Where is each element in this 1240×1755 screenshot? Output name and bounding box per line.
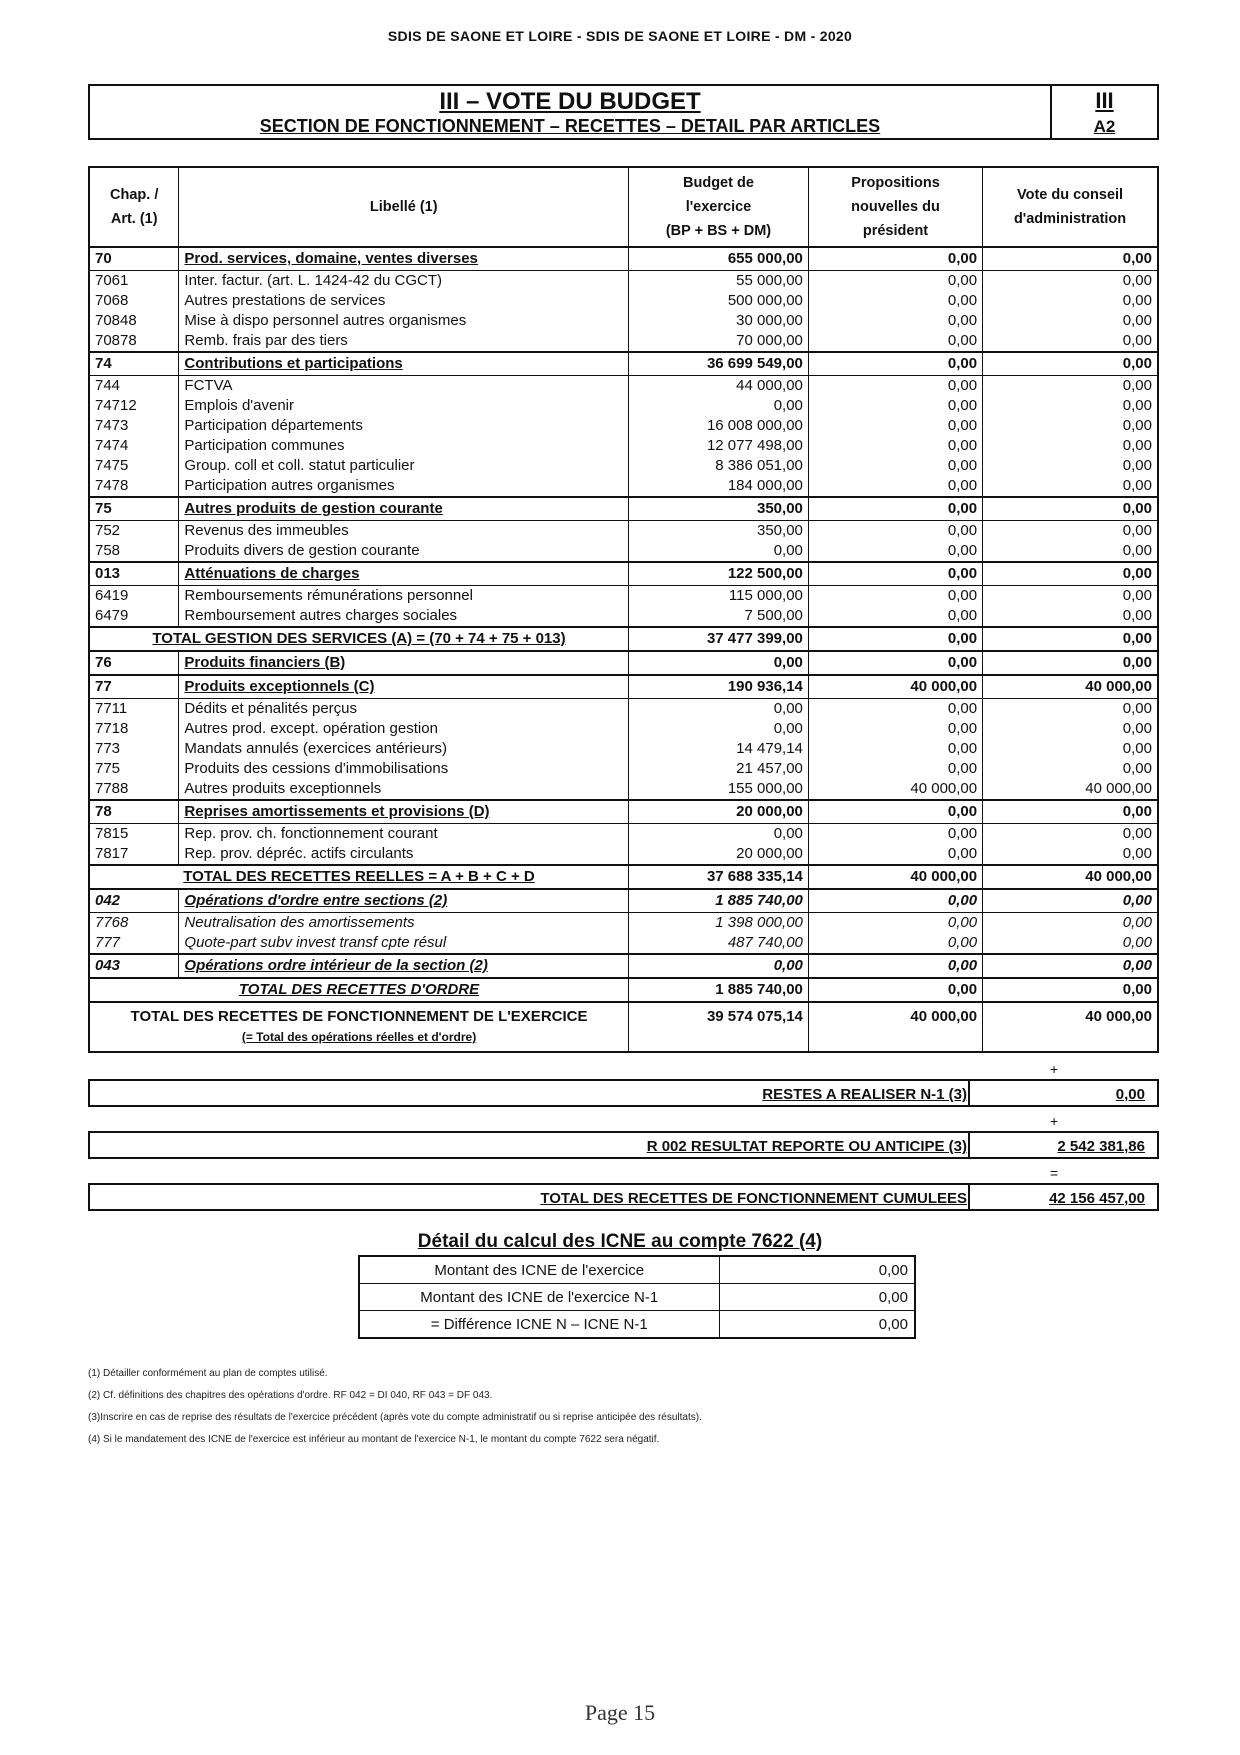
article-row	[89, 719, 1158, 739]
chapter-label: Prod. services, domaine, ventes diverses	[179, 247, 629, 271]
budget-value: 0,00	[629, 651, 809, 675]
propositions-value: 0,00	[808, 719, 982, 739]
propositions-value: 0,00	[808, 396, 982, 416]
propositions-value: 0,00	[808, 562, 982, 586]
article-code: 7788	[89, 779, 179, 800]
propositions-value: 0,00	[808, 352, 982, 376]
icne-row	[359, 1284, 915, 1311]
chapter-code: 042	[89, 889, 179, 913]
budget-value: 0,00	[629, 824, 809, 845]
article-label: Rep. prov. ch. fonctionnement courant	[179, 824, 629, 845]
article-label: Rep. prov. dépréc. actifs circulants	[179, 844, 629, 865]
propositions-value: 0,00	[808, 606, 982, 627]
budget-value: 14 479,14	[629, 739, 809, 759]
chapter-label: Opérations d'ordre entre sections (2)	[179, 889, 629, 913]
article-code: 70878	[89, 331, 179, 352]
vote-value: 40 000,00	[983, 675, 1158, 699]
chapter-label: Produits exceptionnels (C)	[179, 675, 629, 699]
article-row	[89, 541, 1158, 562]
propositions-value: 40 000,00	[808, 675, 982, 699]
icne-label: = Différence ICNE N – ICNE N-1	[359, 1311, 719, 1339]
budget-value: 12 077 498,00	[629, 436, 809, 456]
equals-sign: =	[1050, 1165, 1059, 1181]
grand-total-row	[89, 1002, 1158, 1052]
footnote-4: (4) Si le mandatement des ICNE de l'exercice est inférieur au montant de l'exercice N-1, le montant du compte 7622 sera négatif.	[88, 1434, 660, 1445]
vote-value: 0,00	[983, 376, 1158, 397]
vote-value: 0,00	[983, 606, 1158, 627]
budget-value: 1 885 740,00	[629, 978, 809, 1002]
icne-table	[358, 1255, 916, 1339]
article-code: 7061	[89, 271, 179, 292]
propositions-value: 0,00	[808, 521, 982, 542]
budget-value: 7 500,00	[629, 606, 809, 627]
budget-value: 44 000,00	[629, 376, 809, 397]
propositions-value: 0,00	[808, 954, 982, 978]
title-code	[1052, 86, 1157, 138]
article-label: FCTVA	[179, 376, 629, 397]
article-code: 7718	[89, 719, 179, 739]
propositions-value: 0,00	[808, 824, 982, 845]
budget-value: 487 740,00	[629, 933, 809, 954]
budget-value: 155 000,00	[629, 779, 809, 800]
chapter-row	[89, 497, 1158, 521]
vote-value: 0,00	[983, 497, 1158, 521]
chapter-row	[89, 889, 1158, 913]
article-code: 6419	[89, 586, 179, 607]
article-code: 7711	[89, 699, 179, 720]
vote-value: 0,00	[983, 396, 1158, 416]
icne-title: Détail du calcul des ICNE au compte 7622 (4)	[417, 1231, 823, 1252]
article-label: Autres prestations de services	[179, 291, 629, 311]
footnotes	[88, 1363, 702, 1451]
article-row	[89, 699, 1158, 720]
cumul-box	[88, 1183, 1159, 1211]
article-code: 744	[89, 376, 179, 397]
icne-label: Montant des ICNE de l'exercice N-1	[359, 1284, 719, 1311]
article-code: 7768	[89, 913, 179, 934]
article-label: Remboursement autres charges sociales	[179, 606, 629, 627]
budget-value: 350,00	[629, 497, 809, 521]
vote-value: 0,00	[983, 627, 1158, 651]
vote-value: 0,00	[983, 271, 1158, 292]
page-header: SDIS DE SAONE ET LOIRE - SDIS DE SAONE ET LOIRE - DM - 2020	[387, 28, 853, 44]
plus-sign-1: +	[1050, 1061, 1059, 1077]
budget-value: 21 457,00	[629, 759, 809, 779]
vote-value: 0,00	[983, 416, 1158, 436]
col-propositions: Propositions nouvelles du président	[808, 167, 982, 247]
total-label: TOTAL DES RECETTES D'ORDRE	[89, 978, 629, 1002]
propositions-value: 0,00	[808, 271, 982, 292]
propositions-value: 0,00	[808, 456, 982, 476]
icne-value: 0,00	[719, 1284, 915, 1311]
cumul-box-divider	[968, 1185, 970, 1209]
article-row	[89, 376, 1158, 397]
article-label: Participation autres organismes	[179, 476, 629, 497]
vote-value: 0,00	[983, 913, 1158, 934]
article-row	[89, 779, 1158, 800]
chapter-row	[89, 352, 1158, 376]
article-code: 752	[89, 521, 179, 542]
chapter-code: 74	[89, 352, 179, 376]
budget-value: 20 000,00	[629, 844, 809, 865]
propositions-value: 0,00	[808, 978, 982, 1002]
propositions-value: 0,00	[808, 586, 982, 607]
article-code: 70848	[89, 311, 179, 331]
article-label: Remb. frais par des tiers	[179, 331, 629, 352]
vote-value: 0,00	[983, 331, 1158, 352]
total-row	[89, 978, 1158, 1002]
budget-value: 1 398 000,00	[629, 913, 809, 934]
propositions-value: 0,00	[808, 376, 982, 397]
r002-box-divider	[968, 1133, 970, 1157]
icne-body	[359, 1256, 915, 1338]
vote-value: 0,00	[983, 889, 1158, 913]
article-row	[89, 844, 1158, 865]
col-budget: Budget de l'exercice (BP + BS + DM)	[629, 167, 809, 247]
article-label: Participation communes	[179, 436, 629, 456]
budget-value: 37 688 335,14	[629, 865, 809, 889]
chapter-row	[89, 800, 1158, 824]
vote-value: 0,00	[983, 541, 1158, 562]
article-row	[89, 913, 1158, 934]
table-body	[89, 247, 1158, 1002]
article-row	[89, 586, 1158, 607]
article-row	[89, 739, 1158, 759]
chapter-label: Reprises amortissements et provisions (D)	[179, 800, 629, 824]
budget-value: 0,00	[629, 719, 809, 739]
propositions-value: 0,00	[808, 436, 982, 456]
icne-row	[359, 1311, 915, 1339]
article-row	[89, 331, 1158, 352]
budget-value: 36 699 549,00	[629, 352, 809, 376]
article-row	[89, 933, 1158, 954]
grand-total-prop: 40 000,00	[808, 1002, 982, 1052]
footnote-3: (3)Inscrire en cas de reprise des résultats de l'exercice précédent (après vote du compte administratif ou si reprise anticipée des résultats).	[88, 1412, 702, 1423]
article-label: Produits des cessions d'immobilisations	[179, 759, 629, 779]
budget-value: 8 386 051,00	[629, 456, 809, 476]
article-row	[89, 824, 1158, 845]
r002-box-value: 2 542 381,86	[1057, 1138, 1145, 1155]
chapter-code: 043	[89, 954, 179, 978]
article-code: 7815	[89, 824, 179, 845]
chapter-label: Autres produits de gestion courante	[179, 497, 629, 521]
article-code: 7473	[89, 416, 179, 436]
vote-value: 0,00	[983, 456, 1158, 476]
article-row	[89, 606, 1158, 627]
article-row	[89, 291, 1158, 311]
icne-label: Montant des ICNE de l'exercice	[359, 1256, 719, 1284]
title-code-1: III	[1095, 88, 1114, 113]
article-row	[89, 396, 1158, 416]
article-code: 758	[89, 541, 179, 562]
vote-value: 0,00	[983, 521, 1158, 542]
vote-value: 0,00	[983, 311, 1158, 331]
vote-value: 0,00	[983, 436, 1158, 456]
propositions-value: 40 000,00	[808, 779, 982, 800]
budget-value: 0,00	[629, 541, 809, 562]
vote-value: 0,00	[983, 954, 1158, 978]
budget-value: 122 500,00	[629, 562, 809, 586]
chapter-code: 78	[89, 800, 179, 824]
vote-value: 0,00	[983, 291, 1158, 311]
table-header-row	[89, 167, 1158, 247]
budget-value: 500 000,00	[629, 291, 809, 311]
title-code-2: A2	[1093, 117, 1116, 136]
grand-total-label: TOTAL DES RECETTES DE FONCTIONNEMENT DE L'EXERCICE (= Total des opérations réelles et d'ordre)	[89, 1002, 629, 1052]
propositions-value: 0,00	[808, 651, 982, 675]
total-label: TOTAL GESTION DES SERVICES (A) = (70 + 74 + 75 + 013)	[89, 627, 629, 651]
chapter-code: 77	[89, 675, 179, 699]
propositions-value: 0,00	[808, 416, 982, 436]
footnote-2: (2) Cf. définitions des chapitres des opérations d'ordre. RF 042 = DI 040, RF 043 = DF 043.	[88, 1390, 493, 1401]
restes-box	[88, 1079, 1159, 1107]
article-code: 777	[89, 933, 179, 954]
propositions-value: 0,00	[808, 913, 982, 934]
chapter-row	[89, 954, 1158, 978]
section-title: III – VOTE DU BUDGET	[439, 88, 701, 115]
col-libelle: Libellé (1)	[179, 167, 629, 247]
chapter-code: 013	[89, 562, 179, 586]
article-row	[89, 436, 1158, 456]
article-row	[89, 521, 1158, 542]
icne-value: 0,00	[719, 1311, 915, 1339]
article-code: 7817	[89, 844, 179, 865]
chapter-row	[89, 675, 1158, 699]
article-label: Mandats annulés (exercices antérieurs)	[179, 739, 629, 759]
propositions-value: 0,00	[808, 739, 982, 759]
propositions-value: 0,00	[808, 497, 982, 521]
budget-value: 0,00	[629, 396, 809, 416]
article-code: 6479	[89, 606, 179, 627]
article-label: Emplois d'avenir	[179, 396, 629, 416]
total-row	[89, 627, 1158, 651]
vote-value: 0,00	[983, 844, 1158, 865]
article-label: Autres prod. except. opération gestion	[179, 719, 629, 739]
propositions-value: 0,00	[808, 933, 982, 954]
article-label: Inter. factur. (art. L. 1424-42 du CGCT)	[179, 271, 629, 292]
budget-value: 30 000,00	[629, 311, 809, 331]
chapter-code: 75	[89, 497, 179, 521]
budget-value: 37 477 399,00	[629, 627, 809, 651]
article-label: Group. coll et coll. statut particulier	[179, 456, 629, 476]
article-code: 773	[89, 739, 179, 759]
propositions-value: 0,00	[808, 331, 982, 352]
budget-value: 190 936,14	[629, 675, 809, 699]
budget-value: 350,00	[629, 521, 809, 542]
article-code: 7478	[89, 476, 179, 497]
propositions-value: 0,00	[808, 759, 982, 779]
vote-value: 40 000,00	[983, 865, 1158, 889]
article-row	[89, 759, 1158, 779]
grand-total-vote: 40 000,00	[983, 1002, 1158, 1052]
chapter-label: Opérations ordre intérieur de la section (2)	[179, 954, 629, 978]
section-subtitle: SECTION DE FONCTIONNEMENT – RECETTES – DETAIL PAR ARTICLES	[259, 116, 881, 136]
article-row	[89, 456, 1158, 476]
article-label: Participation départements	[179, 416, 629, 436]
vote-value: 0,00	[983, 586, 1158, 607]
article-label: Autres produits exceptionnels	[179, 779, 629, 800]
chapter-label: Produits financiers (B)	[179, 651, 629, 675]
article-code: 7475	[89, 456, 179, 476]
vote-value: 0,00	[983, 933, 1158, 954]
chapter-row	[89, 651, 1158, 675]
propositions-value: 0,00	[808, 541, 982, 562]
propositions-value: 0,00	[808, 311, 982, 331]
icne-value: 0,00	[719, 1256, 915, 1284]
title-left	[90, 86, 1052, 138]
vote-value: 0,00	[983, 759, 1158, 779]
budget-value: 1 885 740,00	[629, 889, 809, 913]
budget-value: 20 000,00	[629, 800, 809, 824]
col-chap: Chap. / Art. (1)	[89, 167, 179, 247]
budget-value: 655 000,00	[629, 247, 809, 271]
article-row	[89, 311, 1158, 331]
propositions-value: 0,00	[808, 800, 982, 824]
budget-value: 0,00	[629, 699, 809, 720]
vote-value: 0,00	[983, 476, 1158, 497]
chapter-code: 70	[89, 247, 179, 271]
chapter-row	[89, 247, 1158, 271]
restes-label: RESTES A REALISER N-1 (3)	[762, 1086, 967, 1103]
budget-value: 115 000,00	[629, 586, 809, 607]
restes-divider	[968, 1081, 970, 1105]
chapter-row	[89, 562, 1158, 586]
title-box	[88, 84, 1159, 140]
chapter-label: Contributions et participations	[179, 352, 629, 376]
vote-value: 0,00	[983, 651, 1158, 675]
total-row	[89, 865, 1158, 889]
total-label: TOTAL DES RECETTES REELLES = A + B + C + D	[89, 865, 629, 889]
article-label: Remboursements rémunérations personnel	[179, 586, 629, 607]
article-row	[89, 476, 1158, 497]
vote-value: 0,00	[983, 719, 1158, 739]
propositions-value: 0,00	[808, 699, 982, 720]
col-vote: Vote du conseil d'administration	[983, 167, 1158, 247]
r002-box	[88, 1131, 1159, 1159]
article-row	[89, 271, 1158, 292]
propositions-value: 0,00	[808, 476, 982, 497]
article-code: 74712	[89, 396, 179, 416]
vote-value: 0,00	[983, 562, 1158, 586]
chapter-label: Atténuations de charges	[179, 562, 629, 586]
article-code: 7474	[89, 436, 179, 456]
propositions-value: 40 000,00	[808, 865, 982, 889]
propositions-value: 0,00	[808, 247, 982, 271]
cumul-box-value: 42 156 457,00	[1049, 1190, 1145, 1207]
vote-value: 0,00	[983, 739, 1158, 759]
chapter-code: 76	[89, 651, 179, 675]
vote-value: 40 000,00	[983, 779, 1158, 800]
propositions-value: 0,00	[808, 844, 982, 865]
page-number: Page 15	[584, 1700, 656, 1725]
article-label: Quote-part subv invest transf cpte résul	[179, 933, 629, 954]
article-label: Produits divers de gestion courante	[179, 541, 629, 562]
budget-value: 55 000,00	[629, 271, 809, 292]
r002-box-label: R 002 RESULTAT REPORTE OU ANTICIPE (3)	[646, 1138, 967, 1155]
vote-value: 0,00	[983, 800, 1158, 824]
propositions-value: 0,00	[808, 889, 982, 913]
article-label: Dédits et pénalités perçus	[179, 699, 629, 720]
vote-value: 0,00	[983, 352, 1158, 376]
vote-value: 0,00	[983, 824, 1158, 845]
article-label: Mise à dispo personnel autres organismes	[179, 311, 629, 331]
budget-value: 0,00	[629, 954, 809, 978]
vote-value: 0,00	[983, 247, 1158, 271]
article-code: 7068	[89, 291, 179, 311]
budget-value: 70 000,00	[629, 331, 809, 352]
plus-sign-2: +	[1050, 1113, 1059, 1129]
restes-value: 0,00	[1115, 1086, 1145, 1103]
grand-total-budget: 39 574 075,14	[629, 1002, 809, 1052]
vote-value: 0,00	[983, 699, 1158, 720]
article-row	[89, 416, 1158, 436]
cumul-box-label: TOTAL DES RECETTES DE FONCTIONNEMENT CUMULEES	[540, 1190, 967, 1207]
propositions-value: 0,00	[808, 291, 982, 311]
vote-value: 0,00	[983, 978, 1158, 1002]
propositions-value: 0,00	[808, 627, 982, 651]
recettes-table	[88, 166, 1159, 1053]
icne-row	[359, 1256, 915, 1284]
footnote-1: (1) Détailler conformément au plan de comptes utilisé.	[88, 1368, 328, 1379]
article-code: 775	[89, 759, 179, 779]
budget-value: 184 000,00	[629, 476, 809, 497]
article-label: Neutralisation des amortissements	[179, 913, 629, 934]
article-label: Revenus des immeubles	[179, 521, 629, 542]
budget-value: 16 008 000,00	[629, 416, 809, 436]
